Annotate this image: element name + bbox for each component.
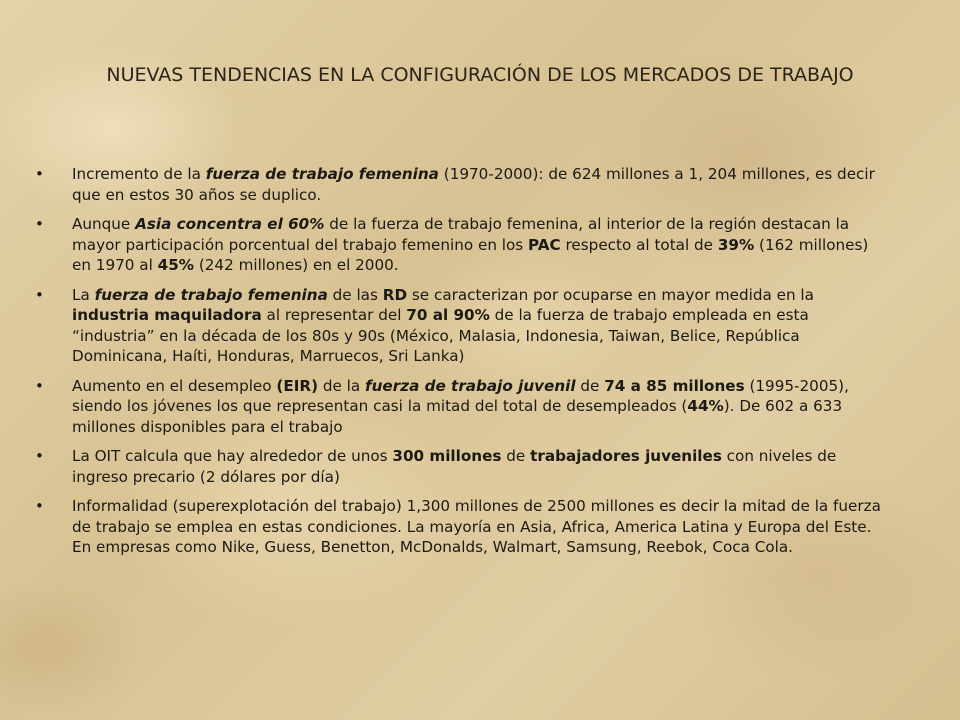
bullet-marker: • (35, 497, 44, 515)
bullet-text-run: fuerza de trabajo femenina (205, 165, 439, 183)
bullet-text-run: La (72, 285, 95, 304)
slide-title: NUEVAS TENDENCIAS EN LA CONFIGURACIÓN DE LOS MERCADOS DE TRABAJO (106, 64, 854, 86)
bullet-text-run: 44% (687, 397, 724, 415)
bullet-text-run: (242 millones) en el 2000. (194, 256, 399, 274)
bullet-item (35, 446, 892, 487)
bullet-text-run: de la fuerza de trabajo femenina, al interior de la región destacan la mayor participación porcentual del trabajo femenino en los (72, 215, 850, 254)
bullet-text-run: (1995-2005), siendo los jóvenes los que representan casi la mitad del total de desempleados ( (72, 376, 849, 415)
bullet-text-run: de la (318, 376, 366, 395)
bullet-marker: • (35, 215, 44, 233)
bullet-text-run: Asia concentra el 60% (135, 215, 325, 233)
bullet-text-run: Aumento en el desempleo (72, 376, 277, 395)
bullet-item (35, 214, 892, 276)
bullet-text-run: se caracterizan por ocuparse en mayor medida en la (407, 285, 814, 304)
bullet-text-run: ). De 602 a 633 millones disponibles para el trabajo (72, 397, 843, 436)
bullet-text-run: Informalidad (superexplotación del trabajo) 1,300 millones de 2500 millones es decir la mitad de la fuerza de trabajo se emplea en estas condiciones. La mayoría en Asia, Africa, America Latina y Europa del Este. En empresas como Nike, Guess, Benetton, McDonalds, Walmart, Samsung, Reebok, Coca Cola. (72, 497, 881, 556)
bullet-text-run: de (501, 447, 531, 465)
bullet-marker: • (35, 447, 44, 465)
bullet-text-run: al representar del (261, 306, 407, 324)
bullet-text-run: (162 millones) en 1970 al (72, 235, 869, 274)
bullet-text-run: respecto al total de (560, 235, 718, 254)
bullet-text-run: con niveles de ingreso precario (2 dólares por día) (72, 447, 837, 486)
bullet-text-run: de la fuerza de trabajo empleada en esta “industria” en la década de los 80s y 90s (México, Malasia, Indonesia, Taiwan, Belice, República Dominicana, Haíti, Honduras, Marruecos, Sri Lanka) (72, 306, 809, 365)
bullet-item (35, 164, 892, 205)
bullet-text-run: La OIT calcula que hay alrededor de unos (72, 447, 393, 465)
bullet-text-run: 74 a 85 millones (604, 376, 745, 395)
bullet-text-run: Incremento de la (72, 165, 206, 183)
bullet-marker: • (35, 285, 44, 304)
bullet-text-run: Aunque (72, 215, 136, 233)
bullet-text-run: RD (382, 285, 408, 304)
bullet-text-run: 45% (157, 256, 194, 274)
bullet-text-run: 70 al 90% (406, 306, 490, 324)
bullet-marker: • (35, 376, 44, 395)
bullet-text-run: de (575, 376, 605, 395)
bullet-text-run: industria maquiladora (72, 306, 262, 324)
bullet-list (35, 164, 892, 567)
bullet-text-run: (1970-2000): de 624 millones a 1, 204 millones, es decir que en estos 30 años se duplico. (72, 165, 875, 204)
bullet-text-run: PAC (528, 235, 561, 254)
bullet-marker: • (35, 165, 44, 183)
bullet-item (35, 496, 892, 558)
bullet-text-run: de las (327, 285, 383, 304)
bullet-text-run: 39% (717, 235, 755, 254)
bullet-text-run: fuerza de trabajo juvenil (365, 376, 576, 395)
bullet-item (35, 285, 892, 367)
bullet-item (35, 376, 892, 438)
bullet-text-run: trabajadores juveniles (530, 447, 722, 465)
bullet-text-run: fuerza de trabajo femenina (94, 285, 328, 304)
bullet-text-run: 300 millones (392, 447, 502, 465)
bullet-text-run: (EIR) (276, 376, 319, 395)
